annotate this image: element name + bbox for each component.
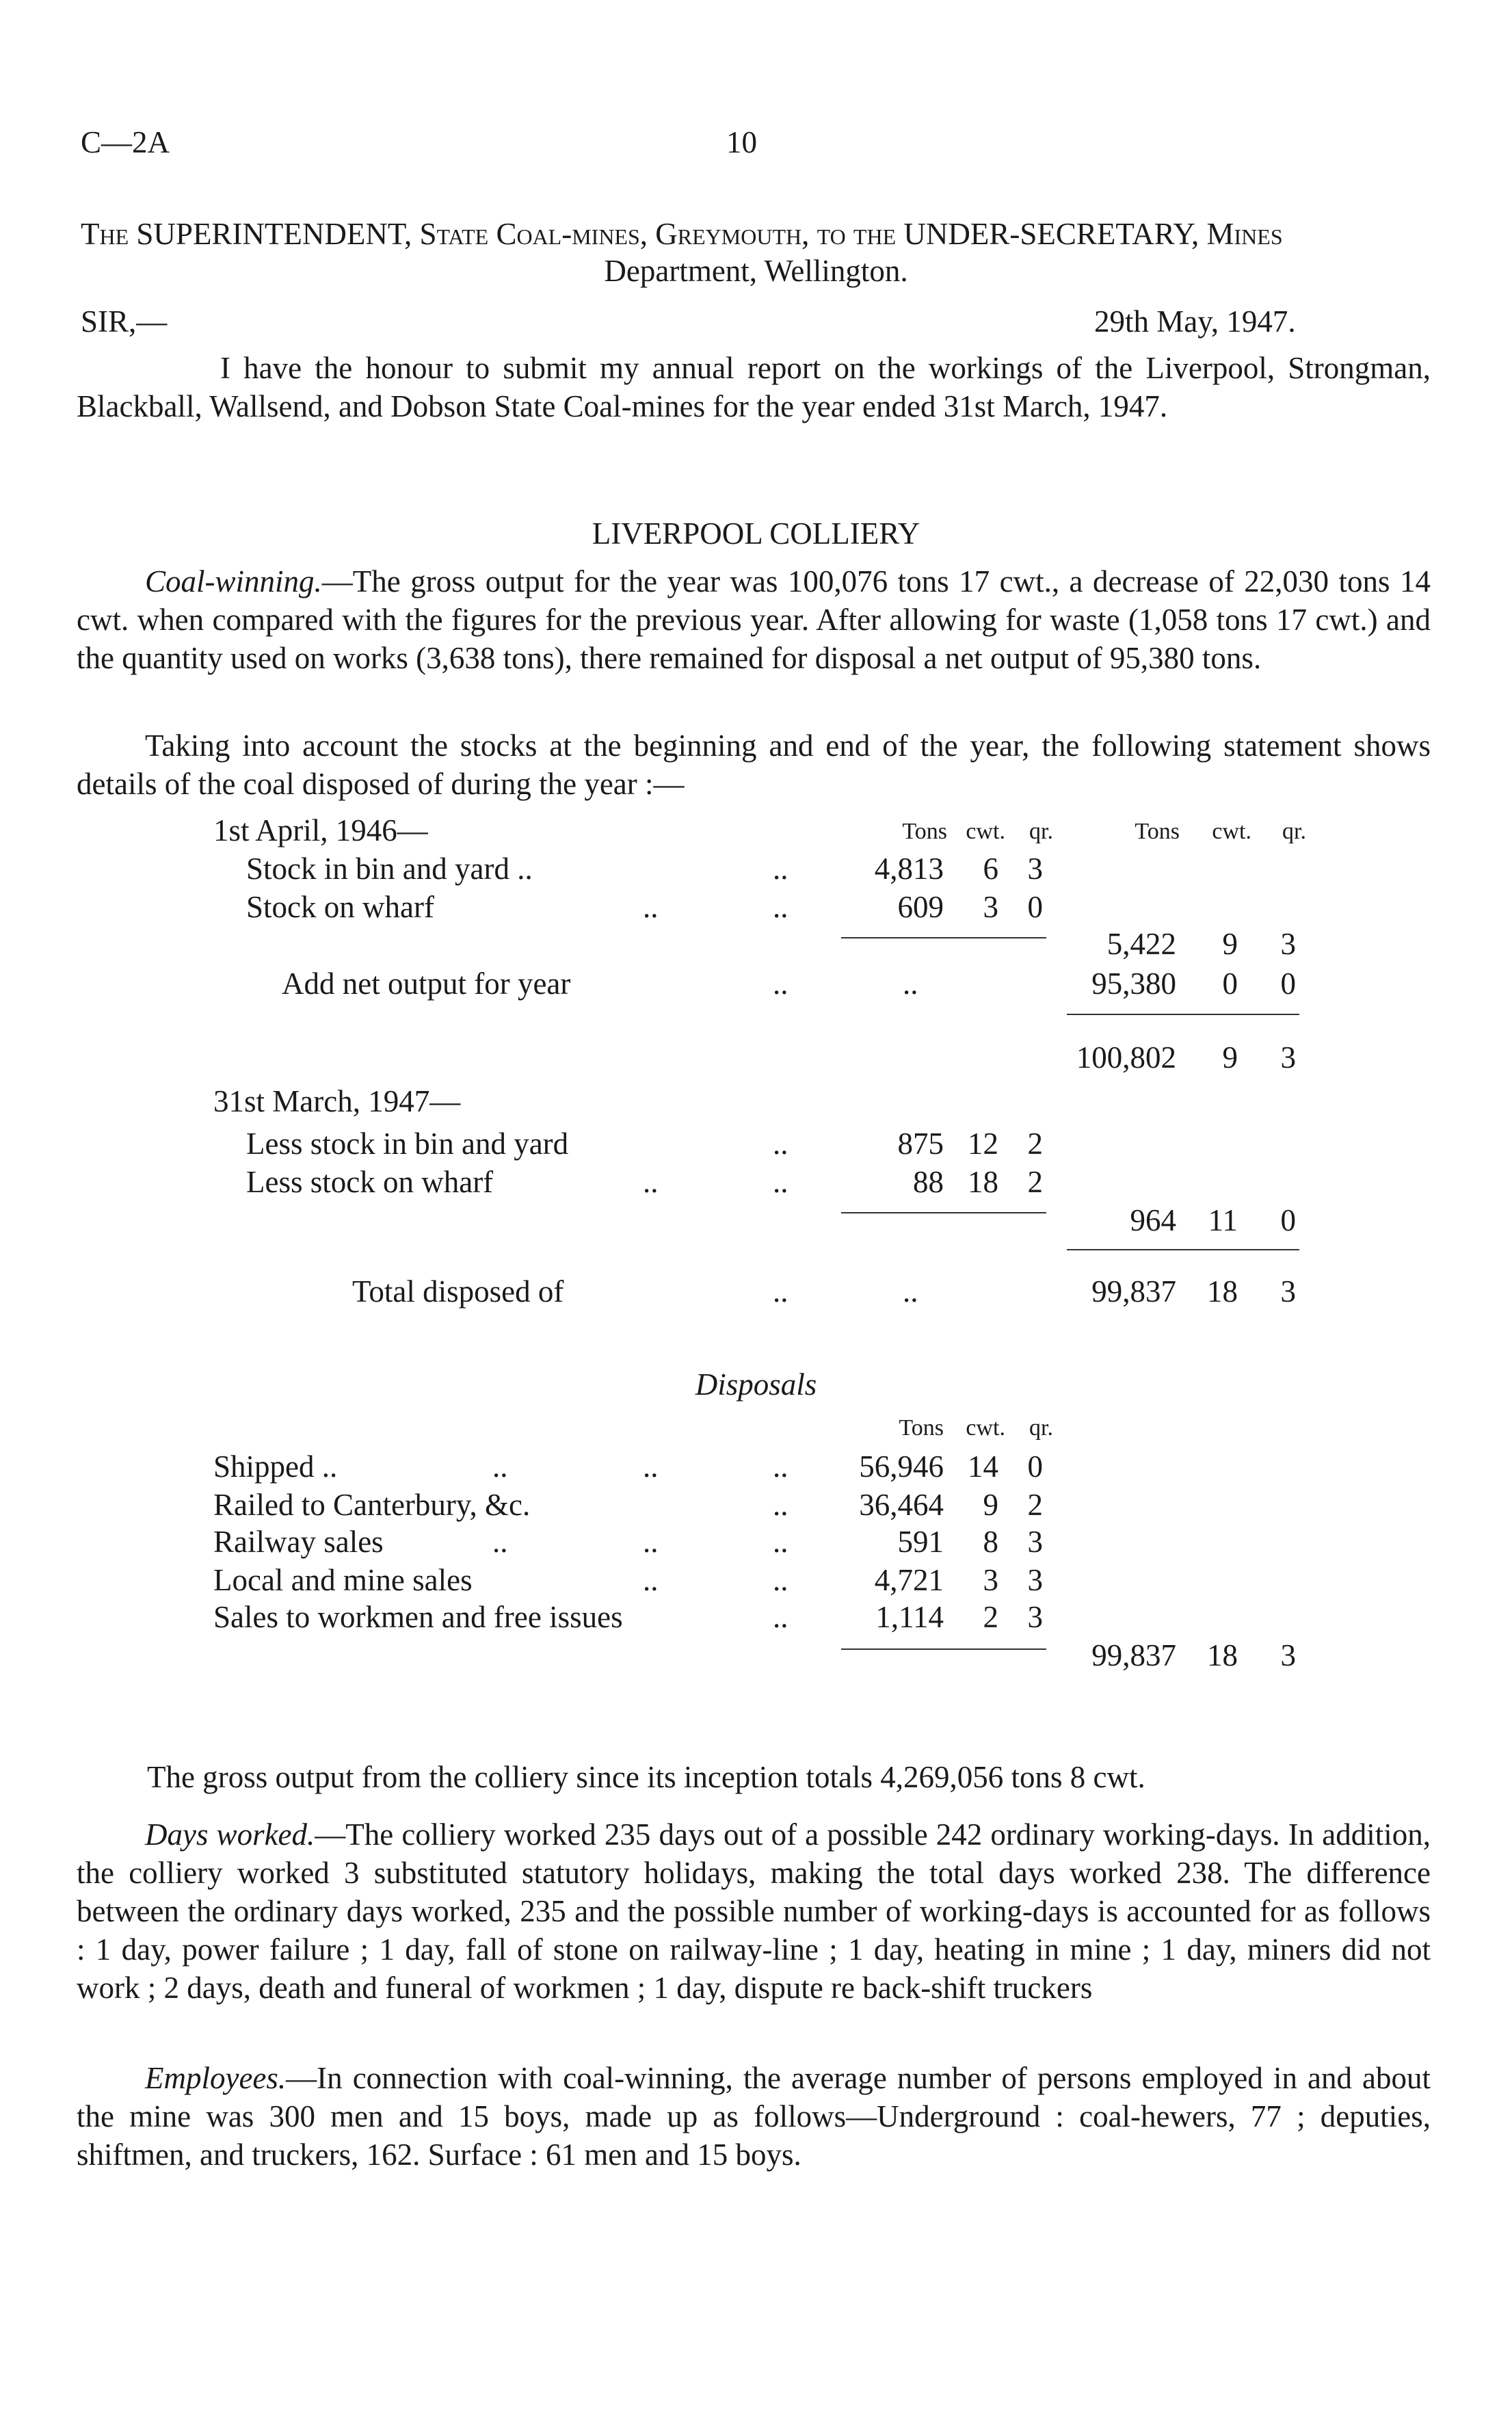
disposals-total-qr: 3 — [1280, 1638, 1296, 1672]
disposal-qr: 0 — [1027, 1449, 1043, 1484]
disposal-label: Sales to workmen and free issues — [213, 1600, 623, 1634]
disposal-cwt: 8 — [983, 1525, 998, 1559]
report-code: C—2A — [81, 125, 170, 159]
leader-dots: .. — [773, 1165, 788, 1199]
coal-winning-paragraph — [77, 562, 1431, 677]
col-header-tons-1: Tons — [902, 819, 947, 844]
leader-dots: .. — [773, 1525, 788, 1559]
disposal-qr: 3 — [1027, 1600, 1043, 1634]
closing-label: 31st March, 1947— — [213, 1084, 461, 1118]
disposal-cwt: 14 — [968, 1449, 998, 1484]
closing-total-tons: 964 — [1130, 1203, 1176, 1237]
disposal-label: Local and mine sales — [213, 1563, 473, 1597]
net-output-cwt: 0 — [1222, 967, 1238, 1001]
subtotal-tons: 100,802 — [1076, 1040, 1176, 1075]
leader-dots: .. — [773, 967, 788, 1001]
disposal-label: Shipped .. — [213, 1449, 338, 1484]
leader-dots: .. — [773, 852, 788, 886]
leader-dots: .. — [643, 1449, 659, 1484]
disposal-tons: 36,464 — [859, 1488, 944, 1522]
disposal-cwt: 3 — [983, 1563, 998, 1597]
disposed-total-qr: 3 — [1280, 1274, 1296, 1309]
less-wharf-label: Less stock on wharf — [246, 1165, 494, 1199]
subtotal-rule — [841, 937, 1046, 938]
page-number: 10 — [726, 125, 757, 159]
leader-dots: .. — [903, 967, 918, 1001]
letter-address-line1: The SUPERINTENDENT, State Coal-mines, Greymouth, to the UNDER-SECRETARY, Mines — [81, 217, 1283, 251]
subtotal-rule — [841, 1212, 1046, 1213]
disposal-cwt: 9 — [983, 1488, 998, 1522]
closing-total-qr: 0 — [1280, 1203, 1296, 1237]
gross-output-inception: The gross output from the colliery since its inception totals 4,269,056 tons 8 cwt. — [147, 1760, 1145, 1794]
leader-dots: .. — [903, 1274, 918, 1309]
subtotal-rule — [841, 1648, 1046, 1650]
net-output-qr: 0 — [1280, 967, 1296, 1001]
stock-bin-qr: 3 — [1027, 852, 1043, 886]
leader-dots: .. — [773, 890, 788, 924]
disposal-cwt: 2 — [983, 1600, 998, 1634]
net-output-label: Add net output for year — [282, 967, 571, 1001]
stock-wharf-cwt: 3 — [983, 890, 998, 924]
disposed-total-cwt: 18 — [1207, 1274, 1238, 1309]
opening-total-qr: 3 — [1280, 927, 1296, 961]
letter-address-line2: Department, Wellington. — [604, 254, 908, 288]
less-wharf-cwt: 18 — [968, 1165, 998, 1199]
leader-dots: .. — [492, 1449, 508, 1484]
days-worked-paragraph — [77, 1815, 1431, 2007]
letter-date: 29th May, 1947. — [1094, 304, 1296, 339]
subtotal-qr: 3 — [1280, 1040, 1296, 1075]
disposals-title: Disposals — [695, 1367, 817, 1402]
section-title: LIVERPOOL COLLIERY — [592, 516, 920, 551]
disposal-tons: 56,946 — [859, 1449, 944, 1484]
disposed-total-tons: 99,837 — [1091, 1274, 1176, 1309]
disposal-label: Railway sales — [213, 1525, 384, 1559]
leader-dots: .. — [643, 1525, 659, 1559]
stock-wharf-tons: 609 — [897, 890, 944, 924]
subtotal-rule — [1067, 1249, 1299, 1250]
less-wharf-qr: 2 — [1027, 1165, 1043, 1199]
leader-dots: .. — [773, 1274, 788, 1309]
leader-dots: .. — [643, 890, 659, 924]
disposals-total-cwt: 18 — [1207, 1638, 1238, 1672]
opening-total-cwt: 9 — [1222, 927, 1238, 961]
leader-dots: .. — [643, 1165, 659, 1199]
leader-dots: .. — [643, 1563, 659, 1597]
less-bin-qr: 2 — [1027, 1127, 1043, 1161]
subtotal-rule — [1067, 1014, 1299, 1015]
disposals-header-cwt: cwt. — [966, 1415, 1005, 1441]
opening-total-tons: 5,422 — [1106, 927, 1176, 961]
employees-text: —In connection with coal-winning, the average number of persons employed in and about the mine was 300 men and 15 boys, made up as follows—Underground : coal-hewers, 77 ; deputies, shiftmen, and truckers, 162. Surface : 61 men and 15 boys. — [77, 2061, 1431, 2172]
stock-wharf-qr: 0 — [1027, 890, 1043, 924]
closing-total-cwt: 11 — [1208, 1203, 1238, 1237]
stock-bin-cwt: 6 — [983, 852, 998, 886]
disposal-qr: 2 — [1027, 1488, 1043, 1522]
days-worked-heading: Days worked. — [145, 1817, 315, 1852]
opening-label: 1st April, 1946— — [213, 813, 428, 847]
days-worked-text: —The colliery worked 235 days out of a possible 242 ordinary working-days. In addition, the colliery worked 3 substituted statutory holidays, making the total days worked 238. The difference between the ordinary days worked, 235 and the possible number of working-days is accounted for as follows : 1 day, power failure ; 1 day, fall of stone on railway-line ; 1 day, heating in mine ; 1 day, miners did not work ; 2 days, death and funeral of workmen ; 1 day, dispute re back-shift truckers — [77, 1817, 1431, 2005]
col-header-cwt-2: cwt. — [1212, 819, 1251, 844]
leader-dots: .. — [773, 1600, 788, 1634]
col-header-qr-2: qr. — [1282, 819, 1306, 844]
disposal-tons: 591 — [897, 1525, 944, 1559]
subtotal-cwt: 9 — [1222, 1040, 1238, 1075]
less-bin-cwt: 12 — [968, 1127, 998, 1161]
col-header-cwt-1: cwt. — [966, 819, 1005, 844]
coal-winning-heading: Coal-winning. — [145, 564, 322, 599]
disposal-tons: 1,114 — [875, 1600, 944, 1634]
less-bin-tons: 875 — [897, 1127, 944, 1161]
leader-dots: .. — [773, 1488, 788, 1522]
col-header-tons-2: Tons — [1135, 819, 1180, 844]
net-output-tons: 95,380 — [1091, 967, 1176, 1001]
disposed-label: Total disposed of — [352, 1274, 564, 1309]
employees-heading: Employees. — [145, 2061, 287, 2095]
stocks-intro: Taking into account the stocks at the beginning and end of the year, the following statement shows details of the coal disposed of during the year :— — [77, 728, 1431, 801]
leader-dots: .. — [773, 1563, 788, 1597]
disposal-qr: 3 — [1027, 1563, 1043, 1597]
disposal-label: Railed to Canterbury, &c. — [213, 1488, 531, 1522]
disposal-tons: 4,721 — [874, 1563, 944, 1597]
leader-dots: .. — [492, 1525, 508, 1559]
col-header-qr-1: qr. — [1029, 819, 1053, 844]
less-bin-label: Less stock in bin and yard — [246, 1127, 569, 1161]
disposals-total-tons: 99,837 — [1091, 1638, 1176, 1672]
leader-dots: .. — [773, 1127, 788, 1161]
less-wharf-tons: 88 — [913, 1165, 944, 1199]
employees-paragraph — [77, 2059, 1431, 2174]
stock-wharf-label: Stock on wharf — [246, 890, 434, 924]
leader-dots: .. — [773, 1449, 788, 1484]
disposals-header-qr: qr. — [1029, 1415, 1053, 1441]
stock-bin-label: Stock in bin and yard .. — [246, 852, 533, 886]
disposals-header-tons: Tons — [899, 1415, 944, 1441]
coal-winning-text: —The gross output for the year was 100,076 tons 17 cwt., a decrease of 22,030 tons 14 cwt. when compared with the figures for the previous year. After allowing for waste (1,058 tons 17 cwt.) and the quantity used on works (3,638 tons), there remained for disposal a net output of 95,380 tons. — [77, 564, 1431, 675]
letter-intro: I have the honour to submit my annual report on the workings of the Liverpool, Strongman, Blackball, Wallsend, and Dobson State Coal-mines for the year ended 31st March, 1947. — [77, 351, 1431, 423]
letter-salutation: SIR,— — [81, 304, 168, 339]
disposal-qr: 3 — [1027, 1525, 1043, 1559]
stock-bin-tons: 4,813 — [874, 852, 944, 886]
